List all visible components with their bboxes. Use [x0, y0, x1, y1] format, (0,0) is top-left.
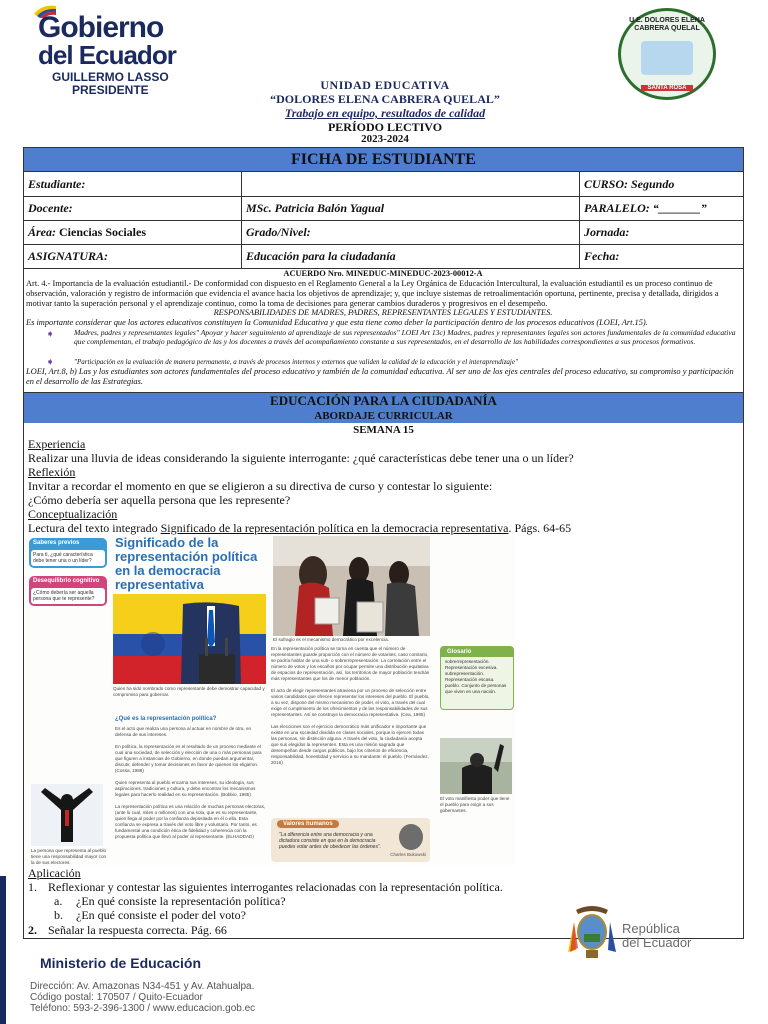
application-item-a: ¿En qué consiste la representación política?: [76, 894, 286, 908]
student-label: Estudiante:: [24, 172, 242, 196]
agreement-loei: LOEI, Art.8, b) Las y los estudiantes son actores fundamentales del proceso educativo y también de la comunidad educativa. Al ser uno de los ejes centrales del proceso educativo, su compromiso y participación en el desarrollo de las Estrategias.: [26, 367, 734, 386]
flag-podium-photo: [113, 594, 266, 684]
book-paragraph-1: Es el acto que realiza una persona al actuar en nombre de otra, en defensa de sus intereses. En política, la representación es el resultado de un proceso mediante el cual una sociedad, de selección y elección de una o más personas para que figuren a instancias de Gobierno, en donde puedan argumentar, discutir, defender y tomar decisiones en favor de quienes los eligieron. (Cossa, 1986) Quien representa al pueblo encarna sus intereses, su ideología, sus aspiraciones, tradiciones y cultura, y debe encontrar los mecanismos legales para hacerlo realidad en su representación. (Bobbio, 1985) La representación política es una relación de muchas personas electoras, (ante lo cual, miles o millones) con una sola, que es su representante, quien llega al poder por la confianza depositada en él o ella. Esta confianza se expresa a través del voto libre y voluntario. Por tanto, es fundamental una condición ética de fidelidad y coherencia con la propuesta política que llevó al poder al representante. (ELHADDAD): [115, 726, 266, 839]
values-author: Charles Bukowski: [390, 852, 426, 857]
values-heading: Valores humanos: [277, 820, 339, 828]
application-item-2-number: 2.: [28, 923, 37, 937]
seal-landscape-icon: [641, 41, 693, 75]
textbook-sidebar: [25, 536, 112, 866]
address-line-3: Teléfono: 593-2-396-1300 / www.educacion.gob.ec: [30, 1003, 256, 1014]
period-value: 2023-2024: [361, 133, 409, 145]
book-paragraph-2: En la representación política se torna en cuenta que el número de representantes guarde proporción con el número de votantes, caso contrario, se podría hablar de una sub- o sobrerrepresentación. La correlación entre el número de votos y los escaños por ocupar permite una distribución equitativa de espacios de representación, así, los territorios de mayor población tendrán más representantes que los de menor población. El acto de elegir representantes atraviesa por un proceso de selección entre varios candidatos que ofrecen representar los intereses del pueblo. El pueblo, a su vez, dispone del mismo mecanismo de poder, el voto, a través del cual exige el cumplimiento de los ofrecimientos y de las responsabilidades de sus representantes. Así se construye la democracia representativa. (Cea, 1985) Las elecciones son el ejercicio democrático más unificador e importante que existe en una sociedad dividida en clases sociales, porque lo ejercen todas las personas, sin distinción alguna. A través del voto, la ciudadanía acepta que sus elegidos la representen. Esta es una misión sagrada que desempeñan desde cargos públicos, bajo los criterios de eficiencia, responsabilidad, honestidad y servicio a su mandante: el pueblo. (Fernández, 2016): [271, 646, 430, 765]
address-line-2: Código postal: 170507 / Quito-Ecuador: [30, 992, 203, 1003]
reflection-text-2: ¿Cómo debería ser aquella persona que les represente?: [28, 493, 291, 507]
footer-side-bar: [0, 876, 6, 1024]
bullet-arrow-icon-2: ➧: [46, 357, 55, 368]
seal-bottom-text: SANTA ROSA: [641, 85, 693, 91]
area-value: Ciencias Sociales: [59, 225, 146, 239]
schedule-label: Jornada:: [584, 225, 630, 239]
row-subject: [24, 244, 743, 269]
row-teacher: [24, 196, 743, 221]
application-item-b-label: b.: [54, 908, 63, 922]
sheet-title: FICHA DE ESTUDIANTE: [24, 148, 743, 172]
address-line-1: Dirección: Av. Amazonas N34-451 y Av. Atahualpa.: [30, 981, 255, 992]
agreement-bullet1: Madres, padres y representantes legales" Apoyar y hacer seguimiento al aprendizaje de sus representados" LOEI Art 13c) Madres, padres y representantes legales son actores fundamentales de la comunidad educativa que complementan, el trabajo pedagógico de las y los docentes a través del acompañamiento constante a sus representados, en el desarrollo de las habilidades correspondientes a sus procesos formativos.: [74, 328, 736, 346]
row-student: [24, 172, 743, 197]
agreement-art4: Art. 4.- Importancia de la evaluación estudiantil.- De conformidad con dispuesto en el Reglamento General a la Ley Orgánica de Educación Intercultural, la evaluación estudiantil es un proceso continuo de observación, valoración y registro de información que evidencia el avance hacia los objetivos de aprendizaje; y, que incluye sistemas de retroalimentación oportuna, pertinente, precisa y detallada, dirigidos a motivar tanto la superación personal y el aprendizaje continuo, como la toma de decisiones para generar cambios duraderos y progresivos en el desempeño.: [26, 279, 719, 308]
agreement-title: ACUERDO Nro. MINEDUC-MINEDUC-2023-00012-A: [283, 269, 483, 278]
area-label: Área:: [28, 225, 56, 239]
gov-line3: GUILLERMO LASSO: [52, 70, 169, 84]
agreement-important: Es importante considerar que los actores educativos constituyen la Comunidad Educativa y que esta tiene como deber la participación dentro de los procesos educativos (LOEI, Art.15).: [26, 318, 648, 327]
republic-line1: República: [622, 921, 680, 936]
coat-of-arms-icon: [566, 902, 618, 960]
hand-caption: El voto manifiesta poder que tiene el pueblo para exigir a sus gobernantes.: [440, 796, 510, 813]
experience-heading: Experiencia: [28, 437, 86, 451]
section-week: SEMANA 15: [353, 424, 414, 436]
gov-line1: Gobierno: [38, 11, 164, 44]
values-quote: “La diferencia entre una democracia y una dictadura consiste en que en la democracia puedes votar antes de obedecer las órdenes”.: [279, 832, 382, 850]
badge-cognitive: [29, 576, 107, 606]
parallel-label: PARALELO: “_______”: [584, 201, 707, 215]
application-item-1-number: 1.: [28, 880, 37, 894]
date-label: Fecha:: [584, 249, 620, 263]
subject-value: Educación para la ciudadanía: [242, 244, 580, 268]
application-item-1: Reflexionar y contestar las siguientes interrogantes relacionadas con la representación política.: [48, 880, 503, 894]
agreement-bullet2: "Participación en la evaluación de manera permanente, a través de procesos internos y externos que validen la calidad de la educación y el interaprendizaje": [74, 358, 518, 366]
reflection-text-1: Invitar a recordar el momento en que se eligieron a su directiva de curso y contestar lo siguiente:: [28, 479, 493, 493]
teacher-label: Docente:: [24, 196, 242, 220]
application-item-a-label: a.: [54, 894, 63, 908]
agreement-resp: RESPONSABILIDADES DE MADRES, PADRES, REPRESENTANTES LEGALES Y ESTUDIANTES.: [213, 308, 553, 317]
school-name: “DOLORES ELENA CABRERA QUELAL”: [270, 92, 500, 106]
gov-line2: del Ecuador: [38, 40, 176, 70]
photo-caption-2: La persona que representa al pueblo tiene una responsabilidad mayor con la de sus electores.: [31, 848, 107, 865]
badge2-heading: Desequilibrio cognitivo: [33, 578, 100, 584]
republic-line2: del Ecuador: [622, 935, 692, 950]
badge1-heading: Saberes previos: [33, 540, 80, 546]
section-title: EDUCACIÓN PARA LA CIUDADANÍA: [24, 392, 743, 409]
voting-photo: [273, 536, 430, 636]
book-title: Significado de la representación política en la democracia representativa: [115, 535, 258, 592]
period-label: PERÍODO LECTIVO: [327, 120, 443, 134]
author-portrait: [399, 824, 423, 850]
glossary-box: [440, 646, 514, 710]
school-seal: [618, 8, 716, 100]
grade-label: Grado/Nivel:: [242, 220, 580, 244]
concept-heading: Conceptualización: [28, 507, 118, 521]
section-sub: ABORDAJE CURRICULAR: [24, 409, 743, 423]
ministry-label: Ministerio de Educación: [40, 955, 202, 971]
concept-reading-title: Significado de la representación política en la democracia representativa: [160, 521, 509, 535]
row-area: [24, 220, 743, 245]
badge-prior-knowledge: [29, 538, 107, 568]
glossary-heading: Glosario: [441, 647, 513, 657]
area-cell: [24, 220, 242, 244]
course-label: CURSO: Segundo: [584, 177, 675, 191]
gov-line4: PRESIDENTE: [72, 83, 149, 97]
school-motto: Trabajo en equipo, resultados de calidad: [284, 106, 486, 120]
republic-label: [622, 922, 691, 950]
reflection-heading: Reflexión: [28, 465, 76, 479]
application-item-2: Señalar la respuesta correcta. Pág. 66: [48, 923, 227, 937]
human-values-box: [271, 818, 430, 862]
leader-arms-up-illustration: [31, 784, 103, 846]
badge2-text: ¿Cómo debería ser aquella persona que te represente?: [31, 588, 105, 604]
school-label: UNIDAD EDUCATIVA: [320, 78, 450, 92]
application-heading: Aplicación: [28, 866, 81, 880]
hand-raised-photo: [440, 738, 512, 794]
subject-label: ASIGNATURA:: [24, 244, 242, 268]
experience-text: Realizar una lluvia de ideas considerando la siguiente interrogante: ¿qué características debe tener una o un líder?: [28, 451, 574, 465]
glossary-text: sobrerrepresentación. Representación excesiva. subrepresentación. Representación escasa. pueblo. Conjunto de personas que viven en una nación.: [445, 659, 507, 694]
bullet-arrow-icon: ➧: [46, 329, 55, 340]
badge1-text: Para ti, ¿qué característica debe tener una o un líder?: [31, 550, 105, 566]
seal-top-text: U.E. DOLORES ELENA CABRERA QUELAL: [629, 17, 705, 32]
vote-caption: El sufragio es el mecanismo democrático por excelencia.: [273, 637, 389, 642]
gobierno-logo: [30, 4, 180, 97]
concept-text-pre: Lectura del texto integrado: [28, 521, 161, 535]
concept-text: [28, 521, 571, 535]
application-item-b: ¿En qué consiste el poder del voto?: [76, 908, 246, 922]
photo-caption-1: Quien ha sido nombrado como representante debe demostrar capacidad y compromiso para gobernar.: [113, 686, 265, 697]
teacher-name: MSc. Patricia Balón Yagual: [242, 196, 580, 220]
q1-heading: ¿Qué es la representación política?: [115, 716, 217, 722]
concept-text-post: . Págs. 64-65: [508, 521, 572, 535]
student-field[interactable]: [242, 172, 580, 196]
